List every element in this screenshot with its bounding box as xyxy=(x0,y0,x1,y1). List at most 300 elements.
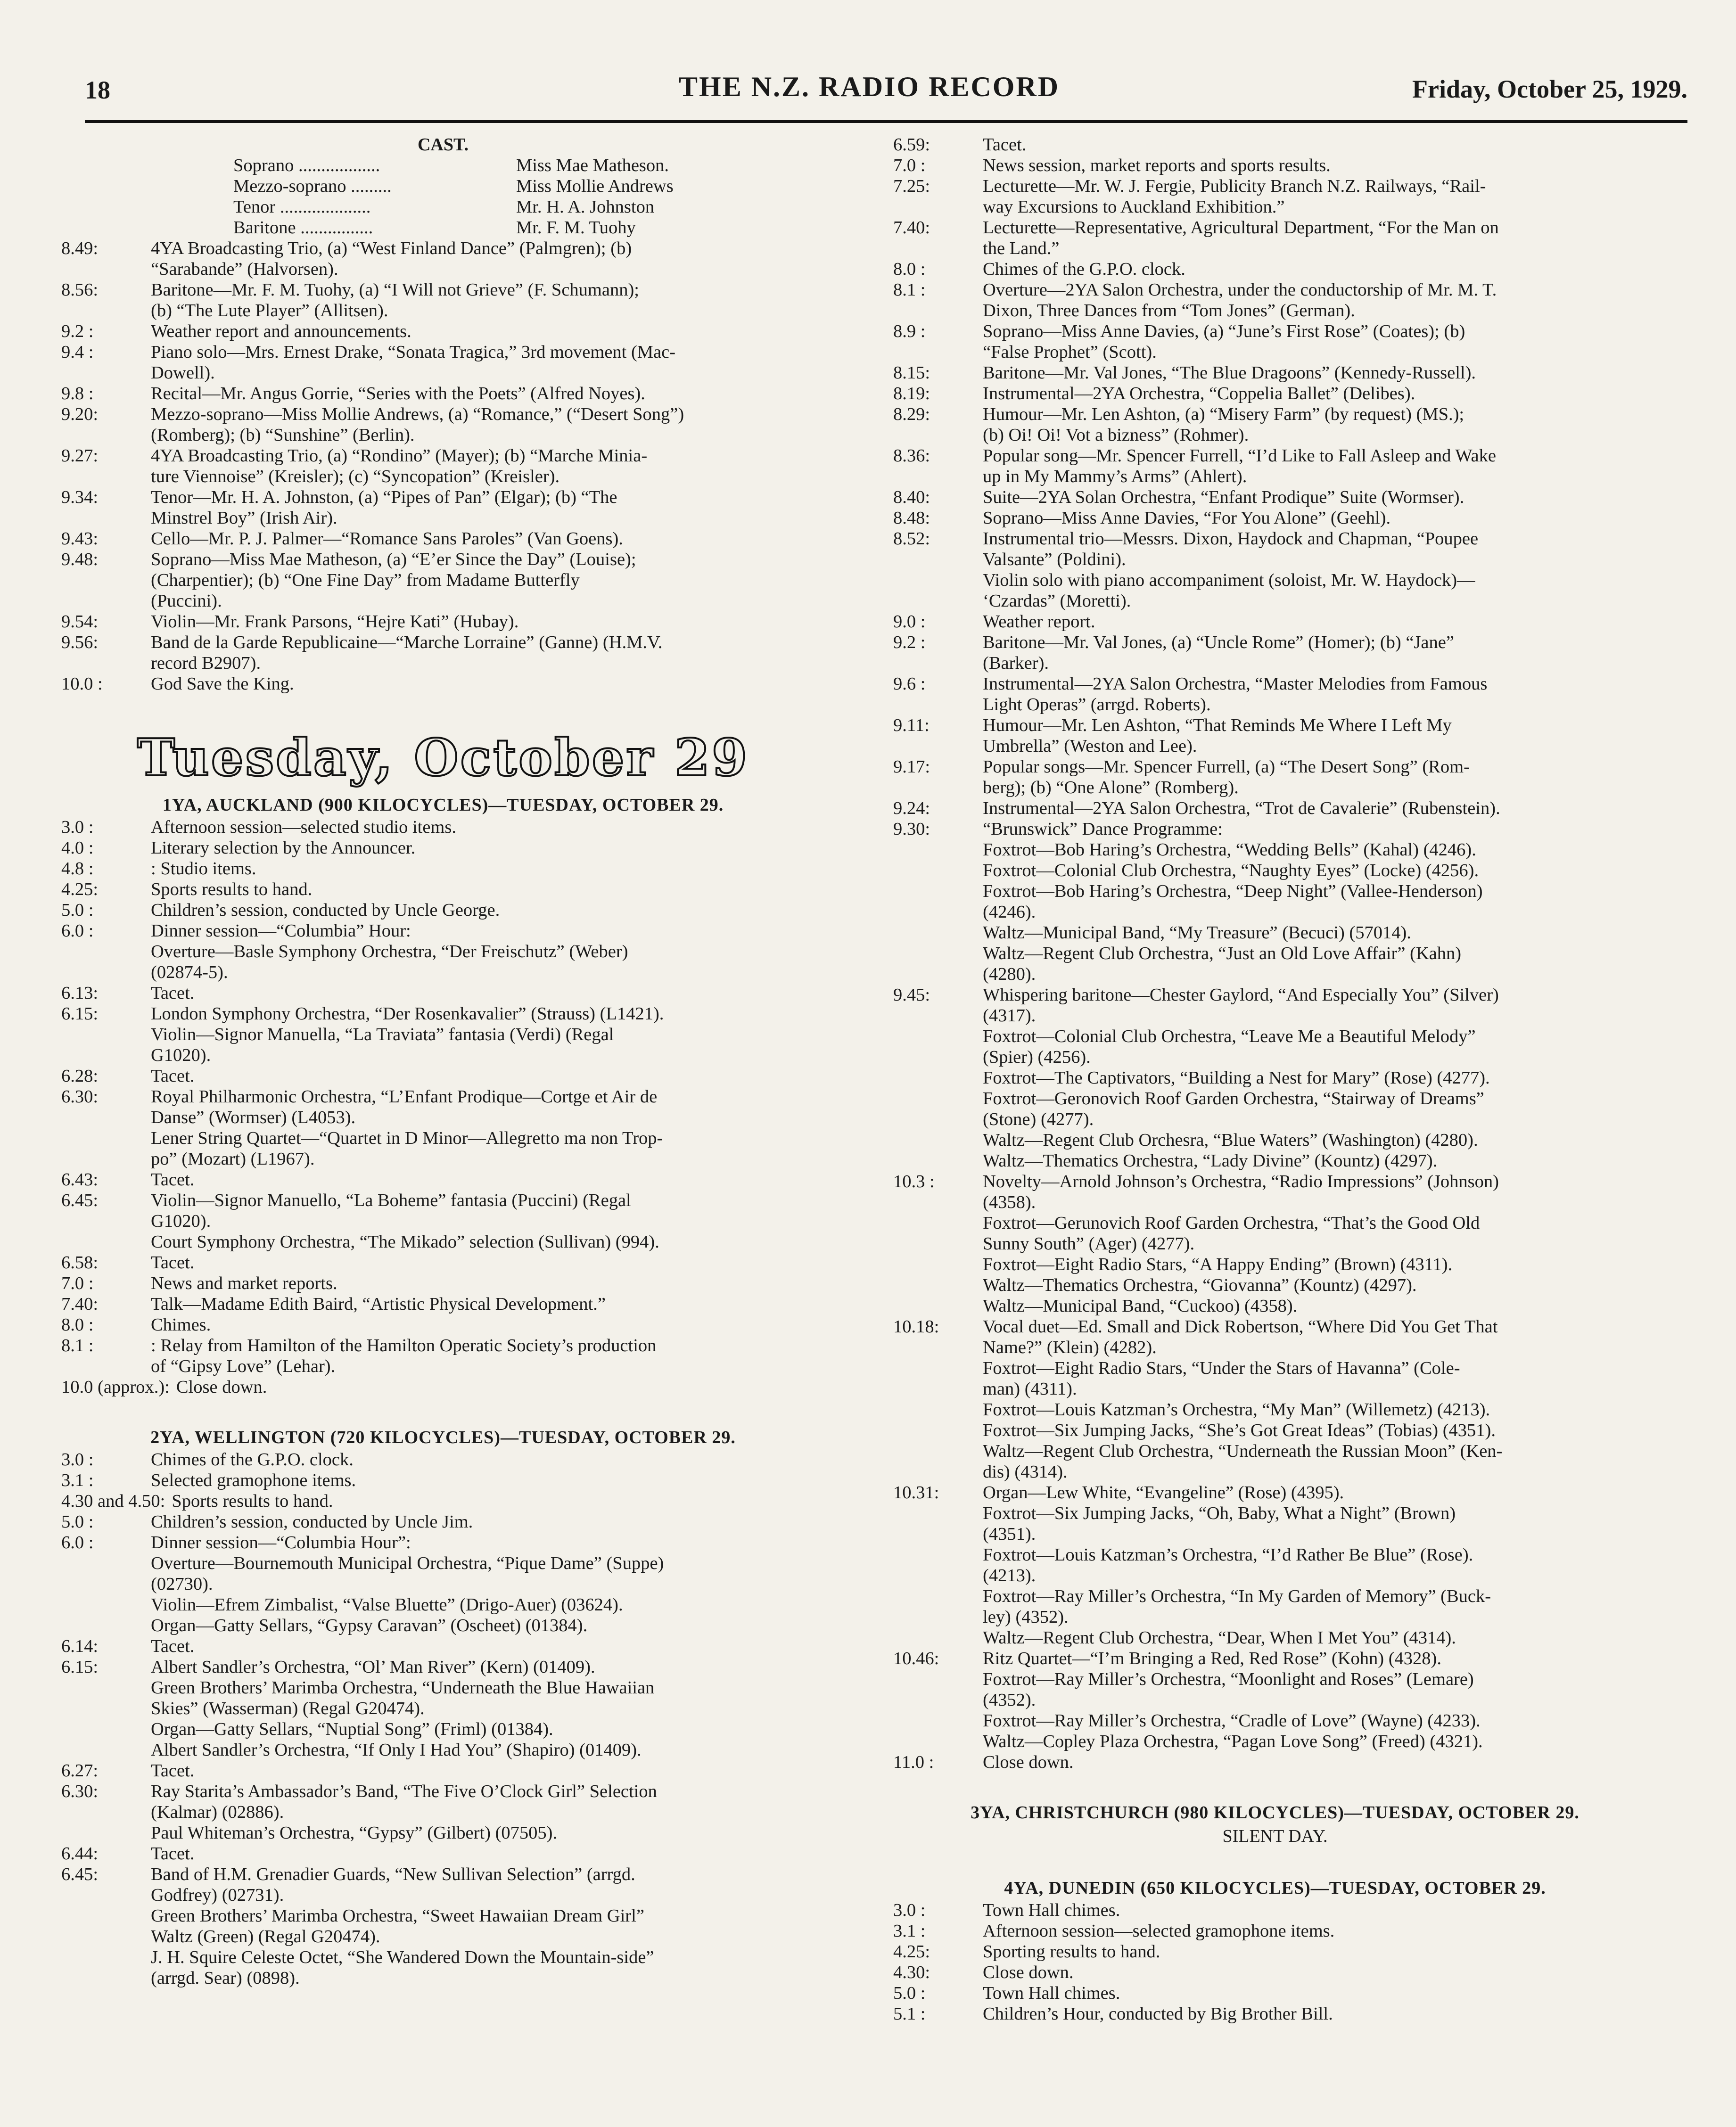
entry-time: 10.0 : xyxy=(61,674,103,694)
programme-entry xyxy=(893,964,1657,985)
programme-entry xyxy=(893,1005,1657,1026)
programme-entry xyxy=(893,1068,1657,1088)
entry-time: 8.52: xyxy=(893,529,930,549)
programme-entry xyxy=(61,1802,825,1823)
entry-text: Tacet. xyxy=(151,1066,195,1086)
entry-time xyxy=(61,1740,151,1760)
entry-text: Foxtrot—Bob Haring’s Orchestra, “Deep Night” (Vallee-Henderson) xyxy=(983,881,1483,901)
entry-text: Albert Sandler’s Orchestra, “If Only I Had You” (Shapiro) (01409). xyxy=(151,1740,642,1760)
entry-text: Umbrella” (Weston and Lee). xyxy=(983,736,1197,756)
entry-text: News and market reports. xyxy=(151,1273,337,1293)
entry-text: up in My Mammy’s Arms” (Ahlert). xyxy=(983,467,1247,486)
entry-text: Afternoon session—selected gramophone items. xyxy=(983,1921,1335,1941)
programme-entry xyxy=(61,1252,825,1273)
programme-entry xyxy=(61,611,825,632)
entry-text: Foxtrot—Bob Haring’s Orchestra, “Wedding Bells” (Kahal) (4246). xyxy=(983,840,1476,860)
entry-time xyxy=(61,508,151,528)
station-heading-2ya: 2YA, WELLINGTON (720 KILOCYCLES)—TUESDAY, OCTOBER 29. xyxy=(150,1428,736,1447)
entry-time xyxy=(61,1719,151,1740)
entry-text: Waltz—Thematics Orchestra, “Lady Divine” (Kountz) (4297). xyxy=(983,1151,1438,1171)
entry-text: Sporting results to hand. xyxy=(983,1942,1160,1962)
entry-text: Ritz Quartet—“I’m Bringing a Red, Red Rose” (Kohn) (4328). xyxy=(983,1649,1441,1668)
programme-entry xyxy=(61,466,825,487)
programme-entry xyxy=(893,508,1657,528)
station-heading-1ya: 1YA, AUCKLAND (900 KILOCYCLES)—TUESDAY, OCTOBER 29. xyxy=(162,795,724,815)
programme-entry xyxy=(893,1130,1657,1150)
programme-entry xyxy=(893,155,1657,176)
cast-role: Baritone ................ xyxy=(233,218,373,238)
entry-time: 9.56: xyxy=(61,632,99,652)
entry-time xyxy=(893,570,983,591)
programme-entry xyxy=(61,279,825,300)
entry-time: 9.43: xyxy=(61,529,99,549)
entry-text: Albert Sandler’s Orchestra, “Ol’ Man River” (Kern) (01409). xyxy=(151,1657,595,1677)
entry-time xyxy=(893,1192,983,1213)
entry-time: 3.0 : xyxy=(61,817,94,837)
programme-4ya xyxy=(893,1900,1657,2024)
entry-time: 8.0 : xyxy=(61,1315,94,1335)
programme-entry xyxy=(61,817,825,838)
cast-row xyxy=(61,176,825,197)
entry-text: Skies” (Wasserman) (Regal G20474). xyxy=(151,1699,425,1718)
programme-entry xyxy=(893,943,1657,964)
programme-entry xyxy=(893,1358,1657,1379)
entry-time xyxy=(61,1356,151,1377)
cast-title: CAST. xyxy=(417,135,469,155)
entry-text: Waltz—Regent Club Orchesra, “Blue Waters” (Washington) (4280). xyxy=(983,1130,1478,1150)
entry-text: Royal Philharmonic Orchestra, “L’Enfant Prodique—Cortge et Air de xyxy=(151,1087,658,1107)
programme-entry xyxy=(61,1273,825,1294)
entry-text: Close down. xyxy=(176,1377,267,1397)
entry-time: 5.0 : xyxy=(61,900,94,920)
entry-text: Foxtrot—Six Jumping Jacks, “She’s Got Great Ideas” (Tobias) (4351). xyxy=(983,1421,1496,1440)
programme-entry xyxy=(893,1441,1657,1462)
entry-text: Waltz—Thematics Orchestra, “Giovanna” (Kountz) (4297). xyxy=(983,1275,1417,1295)
programme-entry xyxy=(893,197,1657,217)
programme-entry xyxy=(893,1088,1657,1109)
entry-time: 4.30: xyxy=(893,1963,930,1982)
entry-text: Instrumental—2YA Orchestra, “Coppelia Ballet” (Delibes). xyxy=(983,384,1415,403)
entry-time xyxy=(893,1213,983,1233)
programme-entry xyxy=(61,1024,825,1045)
programme-entry xyxy=(893,1900,1657,1921)
entry-text: Tacet. xyxy=(151,1636,195,1656)
programme-entry xyxy=(893,176,1657,197)
entry-text: God Save the King. xyxy=(151,674,294,694)
programme-entry xyxy=(61,1926,825,1947)
entry-time: 6.15: xyxy=(61,1004,99,1024)
entry-time: 9.45: xyxy=(893,985,930,1005)
programme-entry xyxy=(893,1586,1657,1607)
entry-time xyxy=(61,1211,151,1232)
entry-time xyxy=(893,1627,983,1648)
entry-time xyxy=(893,1420,983,1441)
entry-time: 8.9 : xyxy=(893,321,926,341)
entry-time: 6.0 : xyxy=(61,1533,94,1552)
entry-time: 11.0 : xyxy=(893,1752,934,1772)
entry-time: 9.34: xyxy=(61,487,99,507)
entry-time xyxy=(893,238,983,259)
entry-text: Waltz—Regent Club Orchestra, “Underneath the Russian Moon” (Ken- xyxy=(983,1441,1503,1461)
entry-text: Violin—Efrem Zimbalist, “Valse Bluette” (Drigo-Auer) (03624). xyxy=(151,1595,623,1615)
entry-time xyxy=(61,300,151,321)
entry-text: Minstrel Boy” (Irish Air). xyxy=(151,508,337,528)
entry-time xyxy=(893,1047,983,1068)
entry-text: Waltz (Green) (Regal G20474). xyxy=(151,1927,380,1946)
programme-entry xyxy=(893,1524,1657,1544)
programme-entry xyxy=(61,632,825,653)
entry-time xyxy=(893,1005,983,1026)
entry-text: berg); (b) “One Alone” (Romberg). xyxy=(983,778,1239,797)
entry-time xyxy=(61,1802,151,1823)
programme-entry xyxy=(893,1150,1657,1171)
programme-entry xyxy=(893,1275,1657,1296)
entry-text: Town Hall chimes. xyxy=(983,1983,1120,2003)
programme-entry xyxy=(61,1968,825,1988)
entry-time: 3.1 : xyxy=(61,1470,94,1490)
programme-entry xyxy=(61,1760,825,1781)
entry-time xyxy=(893,736,983,756)
entry-text: Godfrey) (02731). xyxy=(151,1885,284,1905)
programme-entry xyxy=(893,1109,1657,1130)
programme-entry xyxy=(893,1648,1657,1669)
entry-text: Waltz—Municipal Band, “Cuckoo) (4358). xyxy=(983,1296,1298,1316)
programme-entry xyxy=(893,1627,1657,1648)
entry-time xyxy=(893,1690,983,1710)
entry-time xyxy=(893,1441,983,1462)
programme-entry xyxy=(61,1885,825,1905)
entry-text: Tacet. xyxy=(151,1170,195,1190)
programme-entry xyxy=(61,259,825,279)
programme-entry xyxy=(61,1314,825,1335)
entry-time xyxy=(61,1947,151,1968)
programme-entry xyxy=(61,1128,825,1149)
entry-time xyxy=(61,1968,151,1988)
programme-entry xyxy=(61,1066,825,1086)
programme-entry xyxy=(893,238,1657,259)
programme-entry xyxy=(893,1399,1657,1420)
programme-entry xyxy=(893,881,1657,902)
entry-text: Weather report and announcements. xyxy=(151,321,411,341)
entry-time xyxy=(893,839,983,860)
entry-time: 9.24: xyxy=(893,798,930,818)
programme-entry xyxy=(893,321,1657,342)
entry-text: Foxtrot—The Captivators, “Building a Nest for Mary” (Rose) (4277). xyxy=(983,1068,1490,1088)
entry-time xyxy=(61,962,151,983)
programme-4ya-continued xyxy=(61,238,825,694)
entry-time xyxy=(61,1885,151,1905)
entry-time xyxy=(893,1544,983,1565)
entry-time: 4.8 : xyxy=(61,859,94,879)
entry-text: Band de la Garde Republicaine—“Marche Lorraine” (Ganne) (H.M.V. xyxy=(151,632,663,652)
entry-time xyxy=(893,591,983,611)
programme-entry xyxy=(893,1026,1657,1047)
programme-entry xyxy=(893,549,1657,570)
entry-text: 4YA Broadcasting Trio, (a) “West Finland Dance” (Palmgren); (b) xyxy=(151,238,632,258)
entry-text: Light Operas” (arrgd. Roberts). xyxy=(983,695,1211,714)
entry-text: Soprano—Miss Mae Matheson, (a) “E’er Since the Day” (Louise); xyxy=(151,550,636,569)
programme-entry xyxy=(893,1710,1657,1731)
entry-time xyxy=(893,1337,983,1358)
entry-time xyxy=(893,1233,983,1254)
entry-time: 9.0 : xyxy=(893,612,926,632)
entry-time: 6.30: xyxy=(61,1782,99,1801)
entry-time xyxy=(893,1150,983,1171)
entry-time xyxy=(893,1026,983,1047)
entry-text: Afternoon session—selected studio items. xyxy=(151,817,456,837)
entry-time xyxy=(61,1024,151,1045)
entry-time: 6.59: xyxy=(893,135,930,155)
programme-entry xyxy=(893,1752,1657,1773)
entry-text: : Relay from Hamilton of the Hamilton Operatic Society’s production xyxy=(151,1336,657,1355)
entry-text: Chimes of the G.P.O. clock. xyxy=(983,259,1185,279)
entry-text: Green Brothers’ Marimba Orchestra, “Sweet Hawaiian Dream Girl” xyxy=(151,1906,644,1926)
programme-entry xyxy=(61,1594,825,1615)
programme-entry xyxy=(893,1296,1657,1316)
entry-text: (Stone) (4277). xyxy=(983,1109,1094,1129)
entry-text: Foxtrot—Eight Radio Stars, “A Happy Ending” (Brown) (4311). xyxy=(983,1255,1453,1274)
programme-entry xyxy=(893,591,1657,611)
entry-text: Violin solo with piano accompaniment (soloist, Mr. W. Haydock)— xyxy=(983,570,1475,590)
entry-time: 8.19: xyxy=(893,384,930,403)
entry-time: 9.2 : xyxy=(893,632,926,652)
entry-text: (4358). xyxy=(983,1192,1036,1212)
entry-time: 8.48: xyxy=(893,508,930,528)
entry-time: 3.0 : xyxy=(61,1450,94,1470)
entry-text: J. H. Squire Celeste Octet, “She Wandered Down the Mountain-side” xyxy=(151,1947,654,1967)
entry-time: 8.1 : xyxy=(61,1336,94,1355)
entry-text: Foxtrot—Eight Radio Stars, “Under the Stars of Havanna” (Cole- xyxy=(983,1358,1460,1378)
entry-text: Sunny South” (Ager) (4277). xyxy=(983,1234,1195,1254)
programme-entry xyxy=(61,508,825,528)
entry-time: 8.1 : xyxy=(893,280,926,300)
entry-text: (4213). xyxy=(983,1566,1036,1585)
cast-row xyxy=(61,217,825,238)
left-column xyxy=(61,134,825,1988)
entry-text: Waltz—Regent Club Orchestra, “Just an Old Love Affair” (Kahn) xyxy=(983,944,1462,963)
programme-entry xyxy=(893,1233,1657,1254)
entry-text: Novelty—Arnold Johnson’s Orchestra, “Radio Impressions” (Johnson) xyxy=(983,1172,1499,1191)
programme-entry xyxy=(61,1107,825,1128)
programme-entry xyxy=(61,1086,825,1107)
programme-entry xyxy=(893,1254,1657,1275)
programme-entry xyxy=(893,134,1657,155)
entry-time: 7.0 : xyxy=(61,1273,94,1293)
entry-text: Dowell). xyxy=(151,363,215,383)
entry-time xyxy=(61,259,151,279)
entry-time: 5.0 : xyxy=(893,1983,926,2003)
programme-entry xyxy=(893,1921,1657,1941)
programme-entry xyxy=(893,279,1657,300)
entry-text: Instrumental—2YA Salon Orchestra, “Master Melodies from Famous xyxy=(983,674,1488,694)
entry-time: 4.25: xyxy=(893,1942,930,1962)
programme-entry xyxy=(61,1003,825,1024)
cast-row xyxy=(61,155,825,176)
programme-entry xyxy=(893,1565,1657,1586)
entry-time xyxy=(61,1149,151,1169)
cast-performer: Miss Mae Matheson. xyxy=(516,156,669,175)
entry-time: 10.18: xyxy=(893,1317,939,1337)
entry-text: Soprano—Miss Anne Davies, (a) “June’s First Rose” (Coates); (b) xyxy=(983,321,1465,341)
entry-text: Baritone—Mr. Val Jones, “The Blue Dragoons” (Kennedy-Russell). xyxy=(983,363,1476,383)
entry-time: 9.54: xyxy=(61,612,99,632)
programme-entry xyxy=(61,1511,825,1532)
programme-entry xyxy=(893,736,1657,756)
programme-entry xyxy=(893,487,1657,508)
entry-time: 3.1 : xyxy=(893,1921,926,1941)
entry-time: 9.4 : xyxy=(61,342,94,362)
entry-text: Popular songs—Mr. Spencer Furrell, (a) “The Desert Song” (Rom- xyxy=(983,757,1470,777)
entry-time xyxy=(61,941,151,962)
programme-entry xyxy=(61,591,825,611)
entry-time xyxy=(61,1553,151,1574)
entry-time xyxy=(61,1232,151,1252)
entry-time xyxy=(61,1045,151,1066)
entry-time: 3.0 : xyxy=(893,1900,926,1920)
entry-text: Waltz—Regent Club Orchestra, “Dear, When I Met You” (4314). xyxy=(983,1628,1456,1648)
programme-entry xyxy=(893,715,1657,736)
programme-entry xyxy=(893,777,1657,798)
entry-time xyxy=(61,1128,151,1149)
programme-entry xyxy=(893,1962,1657,1983)
programme-1ya xyxy=(61,817,825,1397)
entry-text: Talk—Madame Edith Baird, “Artistic Physical Development.” xyxy=(151,1294,606,1314)
entry-text: Literary selection by the Announcer. xyxy=(151,838,416,858)
entry-time: 7.40: xyxy=(61,1294,99,1314)
cast-list xyxy=(61,155,825,238)
entry-text: dis) (4314). xyxy=(983,1462,1068,1482)
programme-entry xyxy=(61,879,825,900)
page-header xyxy=(85,71,1687,113)
entry-time: 6.28: xyxy=(61,1066,99,1086)
programme-entry xyxy=(61,1045,825,1066)
entry-text: (02874-5). xyxy=(151,962,228,982)
entry-time xyxy=(893,1462,983,1482)
entry-text: G1020). xyxy=(151,1211,211,1231)
entry-time xyxy=(61,591,151,611)
programme-entry xyxy=(61,962,825,983)
entry-time xyxy=(893,1565,983,1586)
entry-text: (Romberg); (b) “Sunshine” (Berlin). xyxy=(151,425,415,445)
programme-entry xyxy=(893,1503,1657,1524)
entry-text: (b) Oi! Oi! Vot a bizness” (Rohmer). xyxy=(983,425,1249,445)
programme-entry xyxy=(61,673,825,694)
programme-entry xyxy=(61,1335,825,1356)
entry-text: Selected gramophone items. xyxy=(151,1470,356,1490)
programme-entry xyxy=(893,694,1657,715)
programme-entry xyxy=(61,1532,825,1553)
entry-text: 4YA Broadcasting Trio, (a) “Rondino” (Mayer); (b) “Marche Minia- xyxy=(151,446,648,466)
entry-text: Violin—Signor Manuella, “La Traviata” fantasia (Verdi) (Regal xyxy=(151,1025,614,1044)
programme-2ya-continued xyxy=(893,134,1657,1773)
programme-entry xyxy=(61,1636,825,1657)
entry-text: Lecturette—Mr. W. J. Fergie, Publicity Branch N.Z. Railways, “Rail- xyxy=(983,176,1486,196)
entry-text: Dixon, Three Dances from “Tom Jones” (German). xyxy=(983,301,1355,320)
entry-time: 7.40: xyxy=(893,218,930,238)
entry-text: Lecturette—Representative, Agricultural Department, “For the Man on xyxy=(983,218,1499,238)
entry-time: 9.20: xyxy=(61,404,99,424)
entry-time: 8.0 : xyxy=(893,259,926,279)
programme-entry xyxy=(61,838,825,858)
entry-text: Chimes of the G.P.O. clock. xyxy=(151,1450,354,1470)
entry-time xyxy=(893,1669,983,1690)
programme-entry xyxy=(893,1544,1657,1565)
entry-text: Tenor—Mr. H. A. Johnston, (a) “Pipes of Pan” (Elgar); (b) “The xyxy=(151,487,617,507)
entry-time: 6.14: xyxy=(61,1636,99,1656)
programme-entry xyxy=(61,1657,825,1677)
entry-time xyxy=(893,694,983,715)
day-heading: Tuesday, October 29 xyxy=(137,728,749,788)
entry-text: Sports results to hand. xyxy=(151,879,313,899)
entry-time xyxy=(893,1379,983,1399)
entry-text: (4317). xyxy=(983,1006,1036,1026)
programme-entry xyxy=(893,985,1657,1005)
entry-text: of “Gipsy Love” (Lehar). xyxy=(151,1356,336,1376)
entry-text: (Charpentier); (b) “One Fine Day” from Madame Butterfly xyxy=(151,570,580,590)
programme-entry xyxy=(893,259,1657,279)
entry-text: Foxtrot—Ray Miller’s Orchestra, “In My Garden of Memory” (Buck- xyxy=(983,1586,1491,1606)
entry-text: Children’s session, conducted by Uncle Jim. xyxy=(151,1512,473,1532)
programme-entry xyxy=(61,1190,825,1211)
programme-entry xyxy=(893,1941,1657,1962)
programme-entry xyxy=(61,1719,825,1740)
entry-text: Organ—Lew White, “Evangeline” (Rose) (4395). xyxy=(983,1483,1344,1503)
entry-text: London Symphony Orchestra, “Der Rosenkavalier” (Strauss) (L1421). xyxy=(151,1004,664,1024)
programme-entry xyxy=(61,1553,825,1574)
entry-time xyxy=(893,1130,983,1150)
entry-text: Overture—Basle Symphony Orchestra, “Der Freischutz” (Weber) xyxy=(151,942,628,961)
right-column xyxy=(893,134,1657,2024)
programme-entry xyxy=(61,1449,825,1470)
entry-text: ture Viennoise” (Kreisler); (c) “Syncopation” (Kreisler). xyxy=(151,467,560,486)
programme-entry xyxy=(893,217,1657,238)
entry-time xyxy=(893,342,983,362)
entry-time: 8.56: xyxy=(61,280,99,300)
entry-text: Chimes. xyxy=(151,1315,211,1335)
silent-day-note: SILENT DAY. xyxy=(1222,1826,1328,1846)
entry-text: Vocal duet—Ed. Small and Dick Robertson, “Where Did You Get That xyxy=(983,1317,1498,1337)
programme-entry xyxy=(61,1947,825,1968)
cast-performer: Mr. H. A. Johnston xyxy=(516,197,655,217)
entry-text: Tacet. xyxy=(151,1761,195,1781)
entry-time: 10.46: xyxy=(893,1649,939,1668)
entry-time: 10.31: xyxy=(893,1483,939,1503)
programme-entry xyxy=(61,1615,825,1636)
programme-entry xyxy=(893,1607,1657,1627)
entry-time xyxy=(61,1926,151,1947)
header-rule xyxy=(85,120,1687,123)
entry-time: 10.3 : xyxy=(893,1172,935,1191)
cast-role: Soprano .................. xyxy=(233,156,380,175)
programme-entry xyxy=(61,383,825,404)
entry-time xyxy=(893,922,983,943)
entry-text: Ray Starita’s Ambassador’s Band, “The Five O’Clock Girl” Selection xyxy=(151,1782,657,1801)
entry-text: Foxtrot—Ray Miller’s Orchestra, “Moonlight and Roses” (Lemare) xyxy=(983,1669,1474,1689)
programme-entry xyxy=(61,1781,825,1802)
entry-text: Tacet. xyxy=(151,1844,195,1864)
entry-time xyxy=(893,881,983,902)
entry-time: 8.36: xyxy=(893,446,930,466)
programme-entry xyxy=(893,1192,1657,1213)
programme-entry xyxy=(893,1171,1657,1192)
programme-entry xyxy=(893,404,1657,425)
entry-time xyxy=(893,425,983,445)
entry-text: “Sarabande” (Halvorsen). xyxy=(151,259,338,279)
programme-entry xyxy=(61,1905,825,1926)
entry-text: Suite—2YA Solan Orchestra, “Enfant Prodique” Suite (Wormser). xyxy=(983,487,1464,507)
programme-entry xyxy=(61,1823,825,1843)
entry-text: Foxtrot—Louis Katzman’s Orchestra, “My Man” (Willemetz) (4213). xyxy=(983,1400,1490,1420)
